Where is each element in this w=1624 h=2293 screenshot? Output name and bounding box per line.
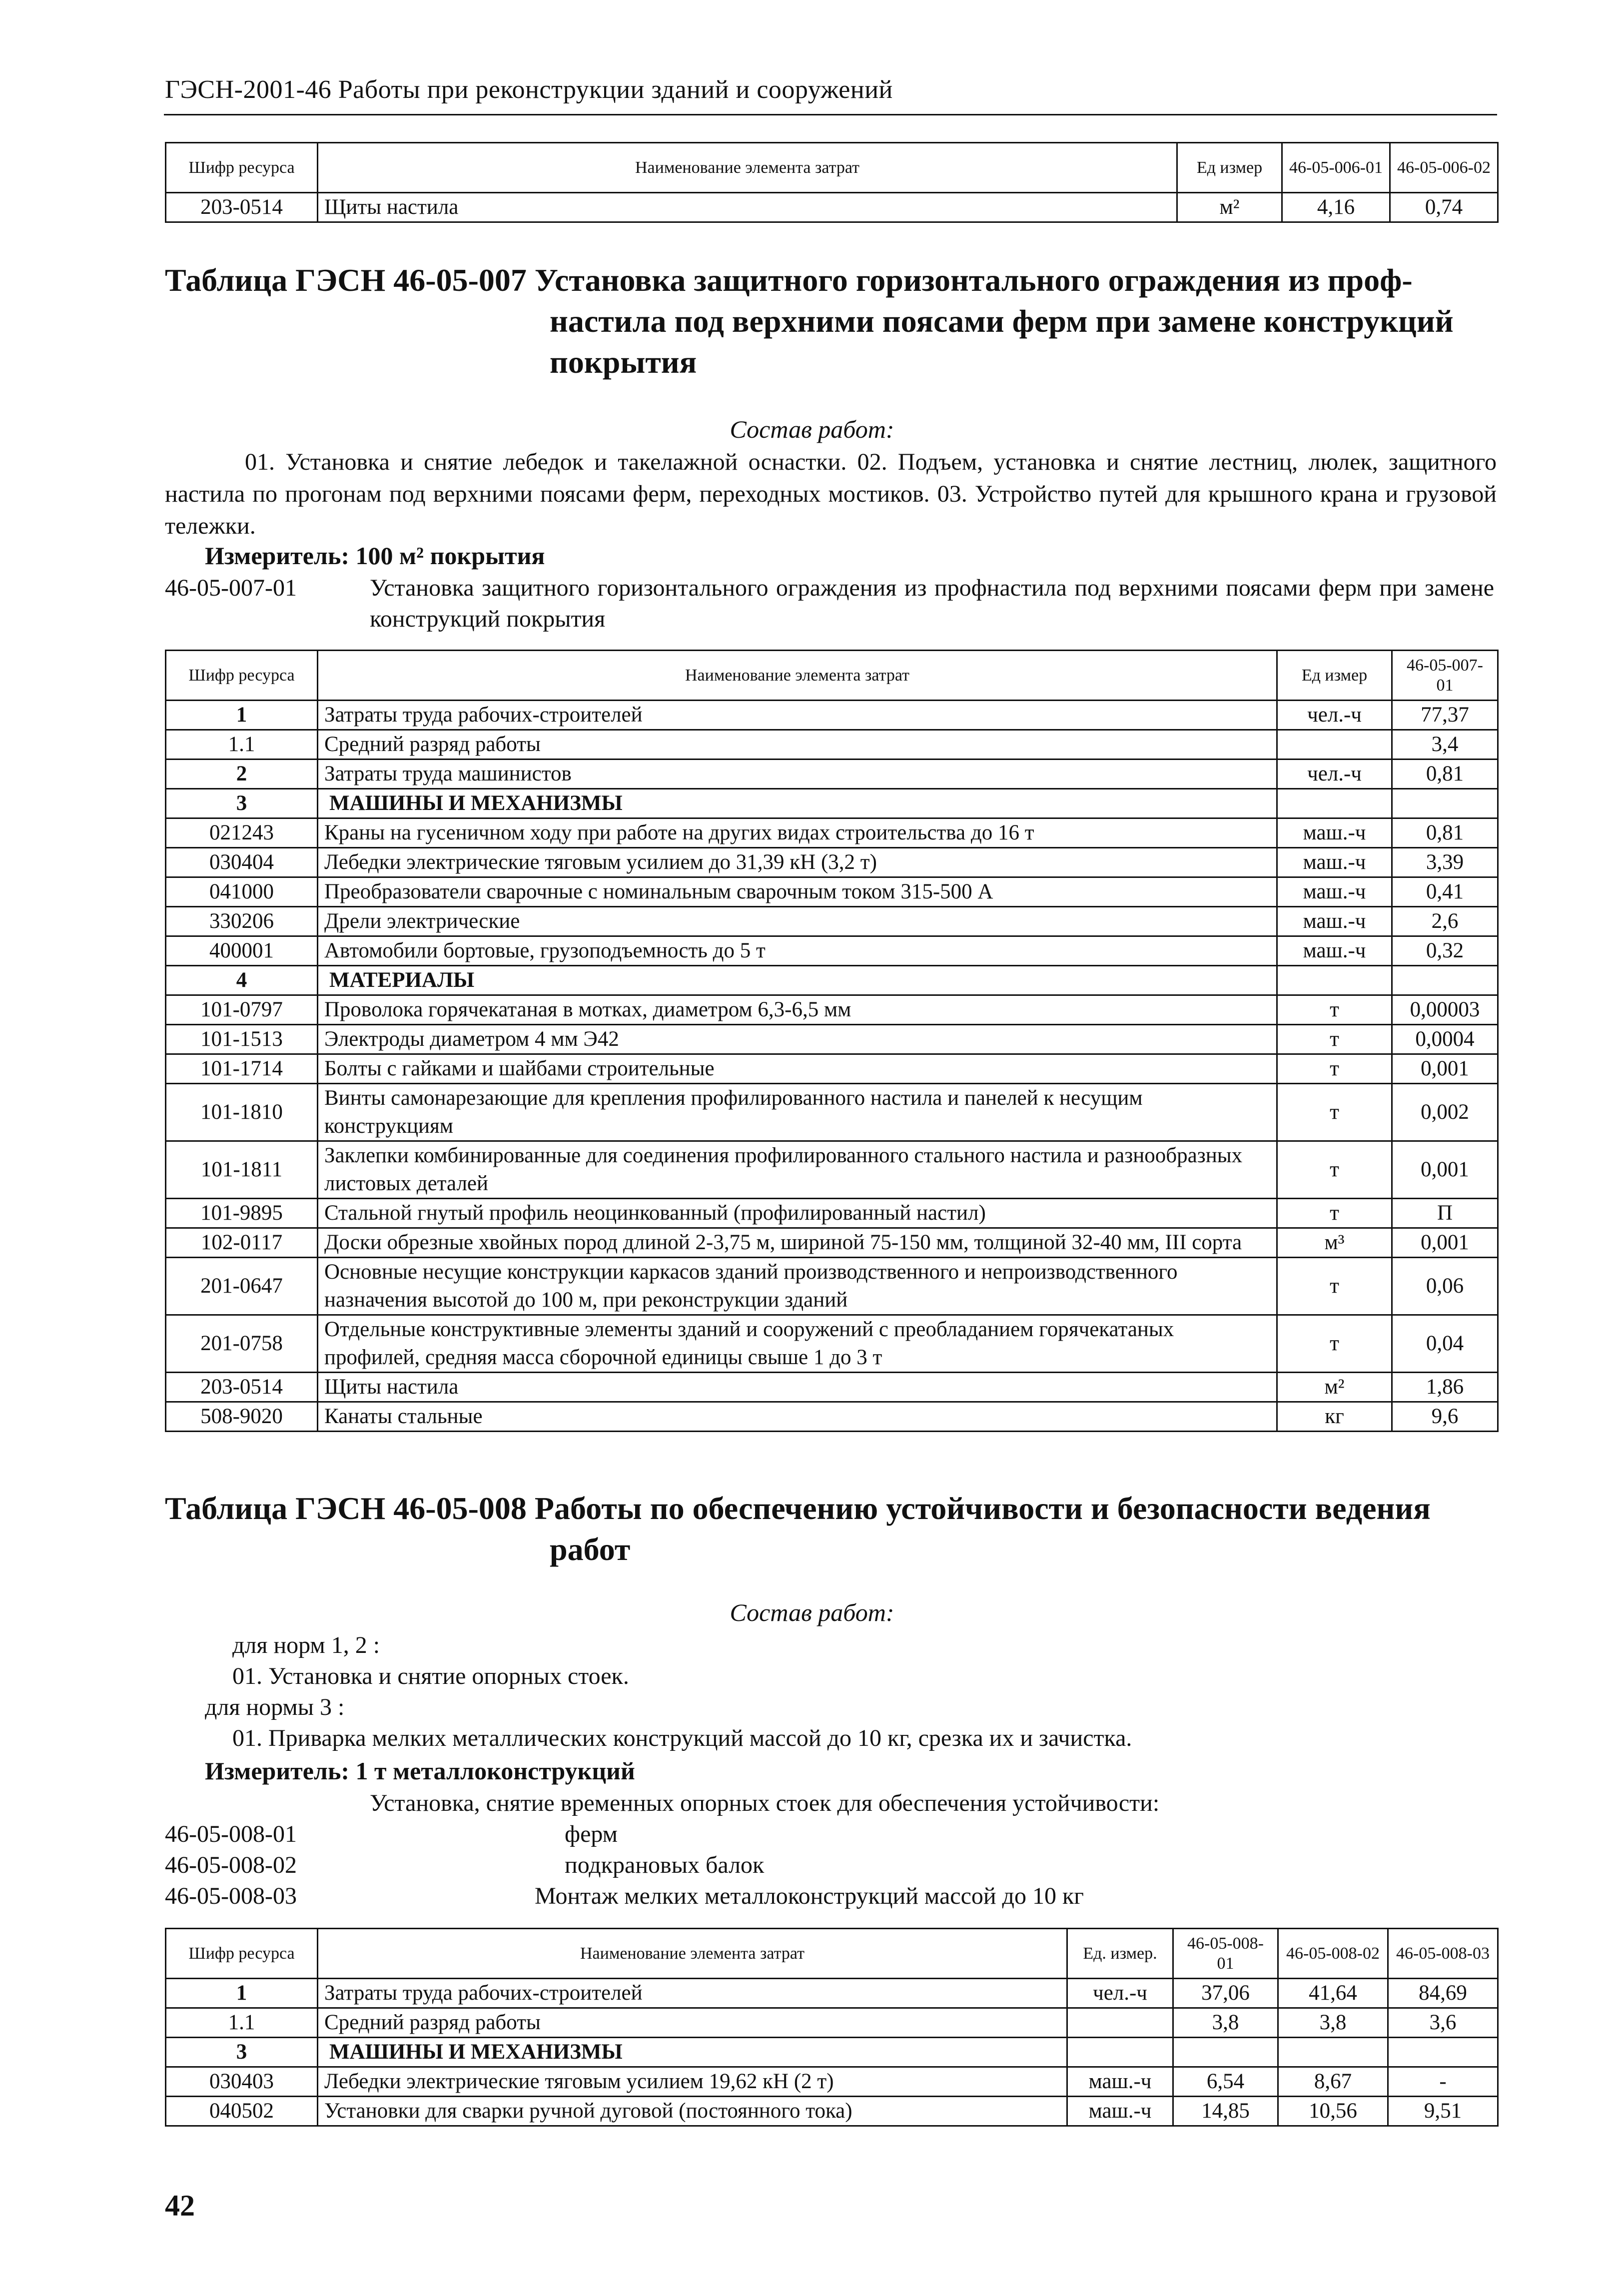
resource-unit: т <box>1277 1141 1392 1199</box>
resource-value: 3,39 <box>1392 848 1498 877</box>
resource-name: Доски обрезные хвойных пород длиной 2-3,75 м, шириной 75-150 мм, толщиной 32-40 мм, III сорта <box>318 1228 1277 1258</box>
resource-unit: т <box>1277 1054 1392 1084</box>
resource-name: Щиты настила <box>318 1373 1277 1402</box>
norm-code: 46-05-007-01 <box>165 575 297 601</box>
resource-code: 1.1 <box>166 2008 318 2038</box>
resource-value <box>1388 2038 1498 2067</box>
resource-value: 6,54 <box>1173 2067 1278 2097</box>
resource-value: 84,69 <box>1388 1979 1498 2008</box>
resource-unit: т <box>1277 995 1392 1025</box>
norm-text: ферм <box>565 1821 618 1847</box>
table-row <box>166 2008 1498 2038</box>
resource-name: Лебедки электрические тяговым усилием до 31,39 кН (3,2 т) <box>318 848 1277 877</box>
norm-code: 46-05-008-03 <box>165 1883 297 1909</box>
resource-code: 030403 <box>166 2067 318 2097</box>
resource-value: 0,04 <box>1392 1315 1498 1373</box>
section-row <box>166 2038 1498 2067</box>
resource-code: 3 <box>166 789 318 818</box>
col-header-norm: 46-05-006-01 <box>1282 143 1390 193</box>
resource-value: 0,41 <box>1392 877 1498 907</box>
resource-unit: маш.-ч <box>1067 2097 1173 2126</box>
col-header-norm: 46-05-008-03 <box>1388 1929 1498 1979</box>
resource-code: 102-0117 <box>166 1228 318 1258</box>
resource-code: 1 <box>166 701 318 730</box>
resource-unit: чел.-ч <box>1277 701 1392 730</box>
resource-value: 10,56 <box>1278 2097 1388 2126</box>
col-header-norm: 46-05-008-01 <box>1173 1929 1278 1979</box>
resource-unit: чел.-ч <box>1277 760 1392 789</box>
resource-unit <box>1067 2038 1173 2067</box>
resource-unit <box>1277 966 1392 995</box>
section-heading: МАШИНЫ И МЕХАНИЗМЫ <box>318 789 1277 818</box>
resource-value <box>1392 789 1498 818</box>
resource-unit: маш.-ч <box>1277 936 1392 966</box>
norm-description <box>165 1819 618 1850</box>
resource-name: Автомобили бортовые, грузоподъемность до 5 т <box>318 936 1277 966</box>
resource-code: 400001 <box>166 936 318 966</box>
resource-code: 1 <box>166 1979 318 2008</box>
col-header-name: Наименование элемента затрат <box>318 143 1177 193</box>
top-table <box>165 142 1499 223</box>
resource-unit: т <box>1277 1258 1392 1315</box>
norm-description <box>165 573 1494 635</box>
norm-text: Установка защитного горизонтального ограждения из профнастила под верхними поясами ферм при замене конструкций покрытия <box>370 575 1494 632</box>
table-row <box>166 877 1498 907</box>
resource-name: Электроды диаметром 4 мм Э42 <box>318 1025 1277 1054</box>
resource-value: 9,6 <box>1392 1402 1498 1432</box>
resource-name: Стальной гнутый профиль неоцинкованный (профилированный настил) <box>318 1199 1277 1228</box>
resource-code: 101-1810 <box>166 1084 318 1141</box>
resource-code: 101-0797 <box>166 995 318 1025</box>
resource-value: 37,06 <box>1173 1979 1278 2008</box>
table-row <box>166 1199 1498 1228</box>
resource-value: 0,81 <box>1392 760 1498 789</box>
resource-value: 0,06 <box>1392 1258 1498 1315</box>
resource-unit: кг <box>1277 1402 1392 1432</box>
resource-code: 041000 <box>166 877 318 907</box>
resource-code: 040502 <box>166 2097 318 2126</box>
resource-value: 8,67 <box>1278 2067 1388 2097</box>
resource-value: 0,001 <box>1392 1054 1498 1084</box>
norm-description <box>165 1881 1084 1912</box>
col-header-norm: 46-05-006-02 <box>1390 143 1498 193</box>
col-header-unit: Ед. измер. <box>1067 1929 1173 1979</box>
resource-value <box>1278 2038 1388 2067</box>
resource-value: 0,81 <box>1392 818 1498 848</box>
resource-unit <box>1277 789 1392 818</box>
composition-line: 01. Установка и снятие опорных стоек. <box>232 1663 629 1689</box>
resource-value: 0,32 <box>1392 936 1498 966</box>
table-row <box>166 1141 1498 1199</box>
resource-name: Отдельные конструктивные элементы зданий и сооружений с преобладанием горячекатаных профилей, средняя масса сборочной единицы свыше 1 до 3 т <box>318 1315 1277 1373</box>
resource-unit: маш.-ч <box>1067 2067 1173 2097</box>
resource-name: Щиты настила <box>318 193 1177 222</box>
table-row <box>166 818 1498 848</box>
table-title <box>165 260 1454 383</box>
resource-code: 030404 <box>166 848 318 877</box>
resource-value: 0,001 <box>1392 1141 1498 1199</box>
section-row <box>166 966 1498 995</box>
measure-unit: Измеритель: 100 м² покрытия <box>205 542 545 570</box>
resource-unit: маш.-ч <box>1277 848 1392 877</box>
resource-unit <box>1067 2008 1173 2038</box>
col-header-norm: 46-05-007-01 <box>1392 651 1498 701</box>
resource-code: 201-0647 <box>166 1258 318 1315</box>
table-row <box>166 1402 1498 1432</box>
resource-name: Средний разряд работы <box>318 2008 1067 2038</box>
title-line: покрытия <box>550 344 697 380</box>
table-row <box>166 1025 1498 1054</box>
resource-code: 4 <box>166 966 318 995</box>
norm-text: Монтаж мелких металлоконструкций массой до 10 кг <box>535 1883 1084 1909</box>
resource-value: - <box>1388 2067 1498 2097</box>
resource-value: П <box>1392 1199 1498 1228</box>
resource-code: 201-0758 <box>166 1315 318 1373</box>
resource-value: 3,6 <box>1388 2008 1498 2038</box>
resource-code: 021243 <box>166 818 318 848</box>
resource-name: Краны на гусеничном ходу при работе на других видах строительства до 16 т <box>318 818 1277 848</box>
table-row <box>166 1373 1498 1402</box>
resource-value: 2,6 <box>1392 907 1498 936</box>
resource-table <box>165 1928 1499 2127</box>
resource-table <box>165 650 1499 1432</box>
resource-value <box>1173 2038 1278 2067</box>
section-heading: МАТЕРИАЛЫ <box>318 966 1277 995</box>
table-row <box>166 730 1498 760</box>
resource-value: 0,00003 <box>1392 995 1498 1025</box>
col-header-unit: Ед измер <box>1277 651 1392 701</box>
composition-body: 01. Установка и снятие лебедок и такелажной оснастки. 02. Подъем, установка и снятие лестниц, люлек, защитного настила по прогонам под верхними поясами ферм, переходных мостиков. 03. Устройство путей для крышного крана и грузовой тележки. <box>165 449 1497 539</box>
resource-name: Затраты труда рабочих-строителей <box>318 1979 1067 2008</box>
resource-unit: чел.-ч <box>1067 1979 1173 2008</box>
col-header-unit: Ед измер <box>1177 143 1282 193</box>
norm-code: 46-05-008-02 <box>165 1852 297 1878</box>
resource-code: 101-1714 <box>166 1054 318 1084</box>
resource-name: Затраты труда машинистов <box>318 760 1277 789</box>
section-heading: МАШИНЫ И МЕХАНИЗМЫ <box>318 2038 1067 2067</box>
resource-name: Дрели электрические <box>318 907 1277 936</box>
table-row <box>166 848 1498 877</box>
composition-line: для нормы 3 : <box>205 1694 345 1720</box>
title-line: настила под верхними поясами ферм при замене конструкций <box>550 303 1454 339</box>
col-header-code: Шифр ресурса <box>166 143 318 193</box>
col-header-name: Наименование элемента затрат <box>318 651 1277 701</box>
resource-value: 9,51 <box>1388 2097 1498 2126</box>
table-row <box>166 2067 1498 2097</box>
resource-value: 14,85 <box>1173 2097 1278 2126</box>
header-rule <box>164 114 1497 115</box>
resource-value: 77,37 <box>1392 701 1498 730</box>
resource-value: 1,86 <box>1392 1373 1498 1402</box>
resource-value <box>1392 966 1498 995</box>
table-row <box>166 701 1498 730</box>
resource-value: 0,74 <box>1390 193 1498 222</box>
table-row <box>166 936 1498 966</box>
resource-code: 203-0514 <box>166 193 318 222</box>
table-row <box>166 1228 1498 1258</box>
resource-unit: т <box>1277 1199 1392 1228</box>
norm-group-heading: Установка, снятие временных опорных стоек для обеспечения устойчивости: <box>370 1790 1160 1816</box>
resource-unit: маш.-ч <box>1277 818 1392 848</box>
table-row <box>166 907 1498 936</box>
title-line: Таблица ГЭСН 46-05-008 Работы по обеспечению устойчивости и безопасности ведения <box>165 1491 1431 1526</box>
table-title <box>165 1488 1431 1570</box>
resource-code: 101-1811 <box>166 1141 318 1199</box>
resource-value: 3,8 <box>1173 2008 1278 2038</box>
col-header-code: Шифр ресурса <box>166 1929 318 1979</box>
norm-code: 46-05-008-01 <box>165 1821 297 1847</box>
table-row <box>166 995 1498 1025</box>
resource-value: 0,001 <box>1392 1228 1498 1258</box>
resource-code: 3 <box>166 2038 318 2067</box>
resource-unit: т <box>1277 1315 1392 1373</box>
title-line: Таблица ГЭСН 46-05-007 Установка защитного горизонтального ограждения из проф- <box>165 262 1413 298</box>
resource-name: Болты с гайками и шайбами строительные <box>318 1054 1277 1084</box>
resource-code: 203-0514 <box>166 1373 318 1402</box>
table-row <box>166 760 1498 789</box>
resource-code: 2 <box>166 760 318 789</box>
table-row <box>166 1315 1498 1373</box>
title-line: работ <box>550 1531 631 1567</box>
resource-code: 508-9020 <box>166 1402 318 1432</box>
resource-unit: м² <box>1177 193 1282 222</box>
resource-name: Основные несущие конструкции каркасов зданий производственного и непроизводственного назначения высотой до 100 м, при реконструкции зданий <box>318 1258 1277 1315</box>
resource-value: 0,002 <box>1392 1084 1498 1141</box>
table-row <box>166 1054 1498 1084</box>
resource-code: 101-9895 <box>166 1199 318 1228</box>
page-number: 42 <box>165 2189 195 2222</box>
resource-value: 3,8 <box>1278 2008 1388 2038</box>
table-row <box>166 1979 1498 2008</box>
resource-name: Заклепки комбинированные для соединения профилированного стального настила и разнообразных листовых деталей <box>318 1141 1277 1199</box>
resource-name: Проволока горячекатаная в мотках, диаметром 6,3-6,5 мм <box>318 995 1277 1025</box>
resource-value: 4,16 <box>1282 193 1390 222</box>
composition-text <box>165 446 1497 542</box>
col-header-code: Шифр ресурса <box>166 651 318 701</box>
resource-value: 3,4 <box>1392 730 1498 760</box>
resource-value: 0,0004 <box>1392 1025 1498 1054</box>
resource-name: Установки для сварки ручной дуговой (постоянного тока) <box>318 2097 1067 2126</box>
composition-label: Состав работ: <box>730 1598 894 1626</box>
resource-code: 330206 <box>166 907 318 936</box>
resource-unit: т <box>1277 1025 1392 1054</box>
composition-line: для норм 1, 2 : <box>232 1632 380 1658</box>
resource-unit: м³ <box>1277 1228 1392 1258</box>
table-row <box>166 2097 1498 2126</box>
resource-code: 1.1 <box>166 730 318 760</box>
resource-name: Лебедки электрические тяговым усилием 19,62 кН (2 т) <box>318 2067 1067 2097</box>
resource-name: Канаты стальные <box>318 1402 1277 1432</box>
resource-code: 101-1513 <box>166 1025 318 1054</box>
resource-unit <box>1277 730 1392 760</box>
resource-value: 41,64 <box>1278 1979 1388 2008</box>
resource-name: Винты самонарезающие для крепления профилированного настила и панелей к несущим конструкциям <box>318 1084 1277 1141</box>
resource-unit: м² <box>1277 1373 1392 1402</box>
running-header: ГЭСН-2001-46 Работы при реконструкции зданий и сооружений <box>165 75 893 104</box>
resource-name: Средний разряд работы <box>318 730 1277 760</box>
resource-unit: маш.-ч <box>1277 877 1392 907</box>
measure-unit: Измеритель: 1 т металлоконструкций <box>205 1757 635 1785</box>
col-header-norm: 46-05-008-02 <box>1278 1929 1388 1979</box>
table-row <box>166 1258 1498 1315</box>
resource-name: Преобразователи сварочные с номинальным сварочным током 315-500 А <box>318 877 1277 907</box>
norm-description <box>165 1850 764 1881</box>
resource-name: Затраты труда рабочих-строителей <box>318 701 1277 730</box>
composition-line: 01. Приварка мелких металлических конструкций массой до 10 кг, срезка их и зачистка. <box>232 1725 1132 1751</box>
norm-text: подкрановых балок <box>565 1852 765 1878</box>
resource-unit: т <box>1277 1084 1392 1141</box>
resource-unit: маш.-ч <box>1277 907 1392 936</box>
section-row <box>166 789 1498 818</box>
table-row <box>166 1084 1498 1141</box>
composition-label: Состав работ: <box>730 415 894 443</box>
col-header-name: Наименование элемента затрат <box>318 1929 1067 1979</box>
